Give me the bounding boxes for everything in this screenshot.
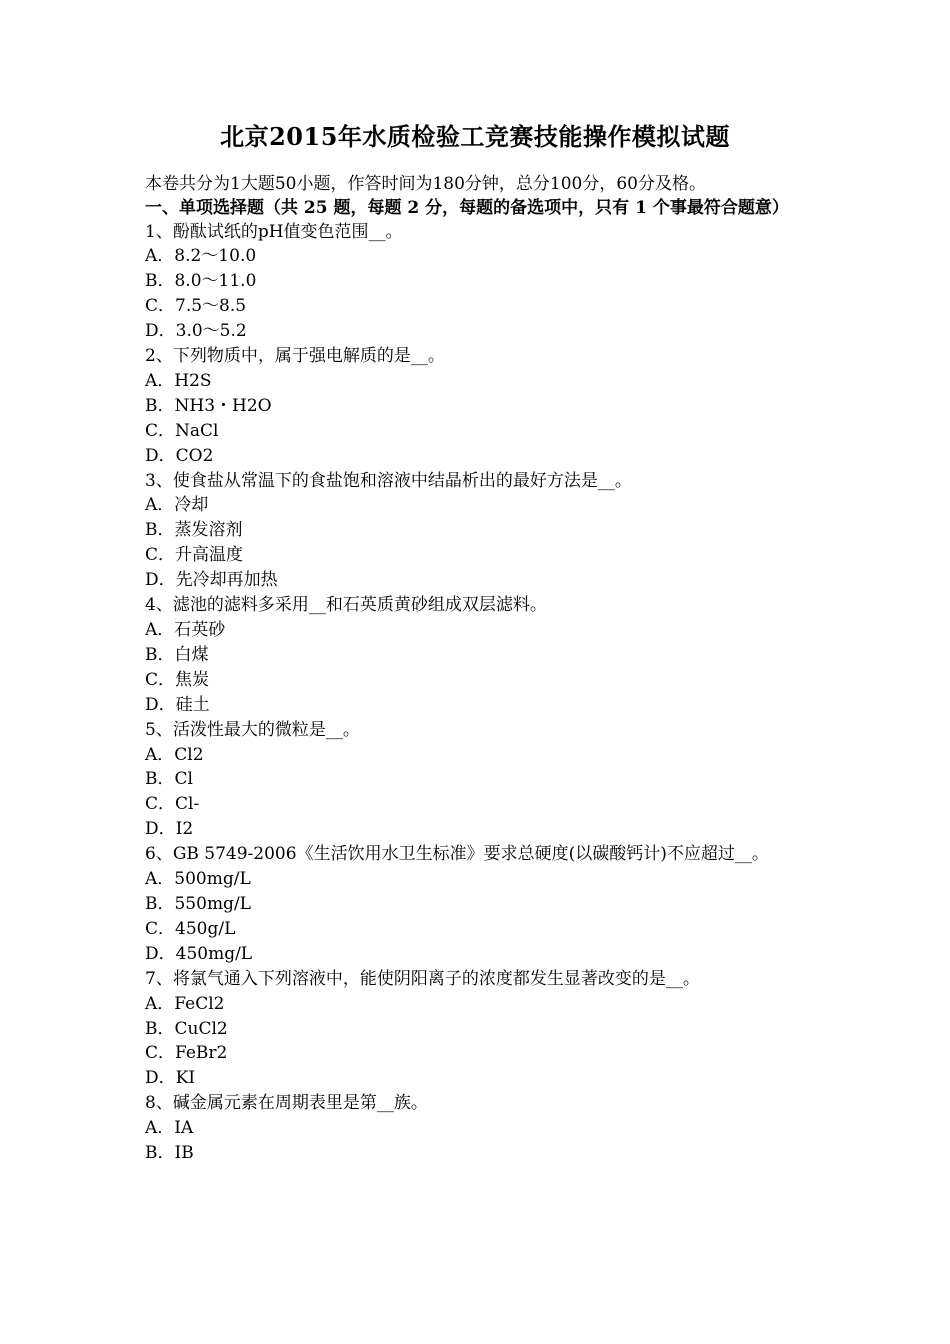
question-3	[145, 469, 815, 594]
question-stem: 3、使食盐从常温下的食盐饱和溶液中结晶析出的最好方法是__。	[145, 470, 632, 491]
option-a: A．冷却	[145, 495, 209, 516]
question-5	[145, 718, 815, 843]
option-c: C．焦炭	[145, 669, 210, 690]
option-a: A．500mg/L	[145, 869, 251, 890]
document-title: 北京2015年水质检验工竞赛技能操作模拟试题	[220, 122, 730, 151]
option-b: B．白煤	[145, 644, 209, 665]
option-d: D．3.0～5.2	[145, 321, 247, 342]
option-a: A．石英砂	[145, 620, 226, 640]
option-d: D．硅土	[145, 694, 210, 715]
option-c: C．FeBr2	[145, 1043, 228, 1064]
option-c: C．升高温度	[145, 545, 244, 566]
question-8	[145, 1091, 815, 1166]
option-b: B．CuCl2	[145, 1018, 228, 1039]
question-2	[145, 344, 815, 469]
question-stem: 7、将氯气通入下列溶液中，能使阴阳离子的浓度都发生显著改变的是__。	[145, 968, 700, 989]
question-1	[145, 220, 815, 345]
option-c: C．450g/L	[145, 918, 236, 939]
option-a: A．ⅠA	[145, 1118, 194, 1139]
option-a: A．Cl2	[145, 744, 204, 765]
question-7	[145, 967, 815, 1092]
option-b: B．NH3・H2O	[145, 395, 272, 416]
option-a: A．8.2～10.0	[145, 246, 257, 267]
section-heading: 一、单项选择题（共 25 题，每题 2 分，每题的备选项中，只有 1 个事最符合题意）	[145, 198, 789, 218]
option-b: B．Cl	[145, 769, 193, 790]
option-b: B．550mg/L	[145, 893, 251, 914]
option-b: B．ⅠB	[145, 1143, 194, 1164]
option-d: D．先冷却再加热	[145, 570, 278, 591]
question-stem: 1、酚酞试纸的pH值变色范围__。	[145, 221, 403, 242]
option-d: D．KI	[145, 1068, 196, 1089]
option-b: B．蒸发溶剂	[145, 520, 243, 541]
option-a: A．FeCl2	[145, 993, 225, 1014]
document-body	[145, 172, 815, 1166]
question-stem: 4、滤池的滤料多采用__和石英质黄砂组成双层滤料。	[145, 595, 547, 616]
option-b: B．8.0～11.0	[145, 271, 257, 292]
option-c: C．7.5～8.5	[145, 296, 247, 317]
option-a: A．H2S	[145, 370, 212, 391]
exam-intro: 本卷共分为1大题50小题，作答时间为180分钟，总分100分，60分及格。	[145, 174, 706, 194]
option-c: C．NaCl	[145, 420, 219, 441]
question-6	[145, 842, 815, 967]
option-c: C．Cl-	[145, 794, 200, 815]
question-stem: 6、GB 5749-2006《生活饮用水卫生标准》要求总硬度(以碳酸钙计)不应超过__。	[145, 844, 769, 865]
option-d: D．450mg/L	[145, 943, 253, 964]
option-d: D．CO2	[145, 445, 214, 466]
question-4	[145, 593, 815, 718]
question-stem: 5、活泼性最大的微粒是__。	[145, 719, 360, 740]
question-stem: 2、下列物质中，属于强电解质的是__。	[145, 346, 445, 367]
question-stem: 8、碱金属元素在周期表里是第__族。	[145, 1093, 428, 1114]
option-d: D．I2	[145, 819, 194, 840]
